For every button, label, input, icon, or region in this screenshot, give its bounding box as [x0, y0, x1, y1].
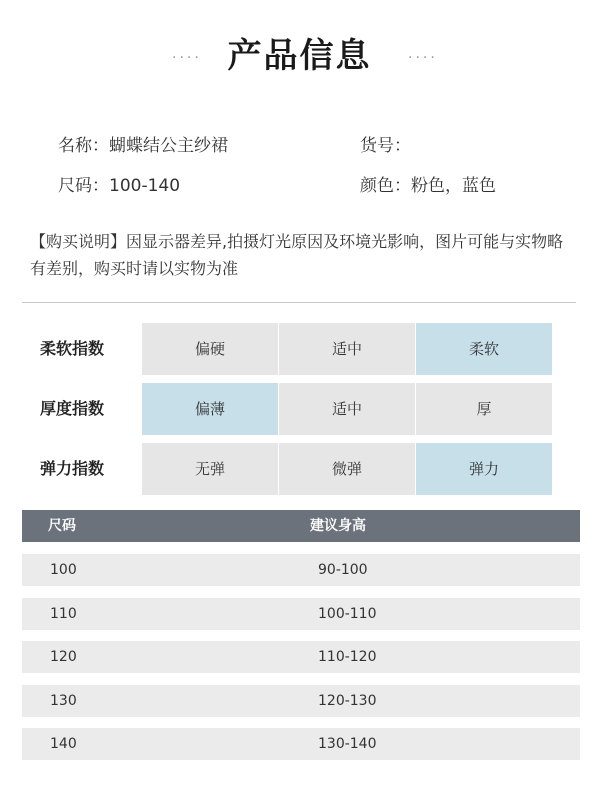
height-cell: 120-130: [318, 692, 377, 709]
attribute-option: 偏薄: [142, 383, 278, 435]
product-color: [360, 171, 496, 196]
attribute-row: [0, 383, 599, 435]
attribute-option: 适中: [279, 323, 415, 375]
size-cell: 110: [50, 605, 77, 622]
attribute-label: 柔软指数: [40, 339, 105, 358]
product-sku: [360, 131, 411, 156]
attribute-option: 适中: [279, 383, 415, 435]
product-size: [58, 171, 180, 196]
attribute-option: 柔软: [416, 323, 552, 375]
height-column-header: 建议身高: [310, 518, 366, 534]
purchase-note: 【购买说明】因显示器差异,拍摄灯光原因及环境光影响，图片可能与实物略有差别，购买时请以实物为准: [30, 232, 564, 278]
size-cell: 140: [50, 736, 77, 752]
title-dots-left: ····: [172, 50, 202, 66]
height-cell: 130-140: [318, 736, 377, 752]
product-size-value: 100-140: [109, 176, 181, 196]
product-sku-label: 货号：: [360, 136, 411, 156]
product-name-label: 名称：: [58, 136, 109, 156]
size-cell: 130: [50, 692, 77, 709]
height-cell: 110-120: [318, 649, 377, 665]
section-divider: [22, 302, 576, 303]
attribute-option: 厚: [416, 383, 552, 435]
attribute-row: [0, 443, 599, 495]
table-row: [22, 598, 580, 630]
size-cell: 100: [50, 562, 77, 578]
attribute-option: 偏硬: [142, 323, 278, 375]
size-column-header: 尺码: [48, 518, 76, 534]
title-dots-right: ····: [408, 50, 438, 66]
attribute-label: 厚度指数: [40, 399, 105, 418]
attribute-label: 弹力指数: [40, 459, 105, 478]
product-color-label: 颜色：: [360, 176, 411, 196]
table-row: [22, 685, 580, 717]
title-section: [0, 22, 599, 82]
attribute-option: 无弹: [142, 443, 278, 495]
table-row: [22, 554, 580, 586]
table-row: [22, 728, 580, 760]
attribute-option: 弹力: [416, 443, 552, 495]
product-color-value: 粉色，蓝色: [411, 176, 496, 196]
size-cell: 120: [50, 649, 77, 665]
attribute-row: [0, 323, 599, 375]
product-name-value: 蝴蝶结公主纱裙: [109, 136, 228, 156]
page-title: 产品信息: [227, 36, 372, 76]
table-row: [22, 641, 580, 673]
attribute-option: 微弹: [279, 443, 415, 495]
product-name: [58, 131, 228, 156]
product-size-label: 尺码：: [58, 176, 109, 196]
size-table-header: [22, 510, 580, 542]
height-cell: 100-110: [318, 605, 377, 622]
height-cell: 90-100: [318, 562, 368, 578]
